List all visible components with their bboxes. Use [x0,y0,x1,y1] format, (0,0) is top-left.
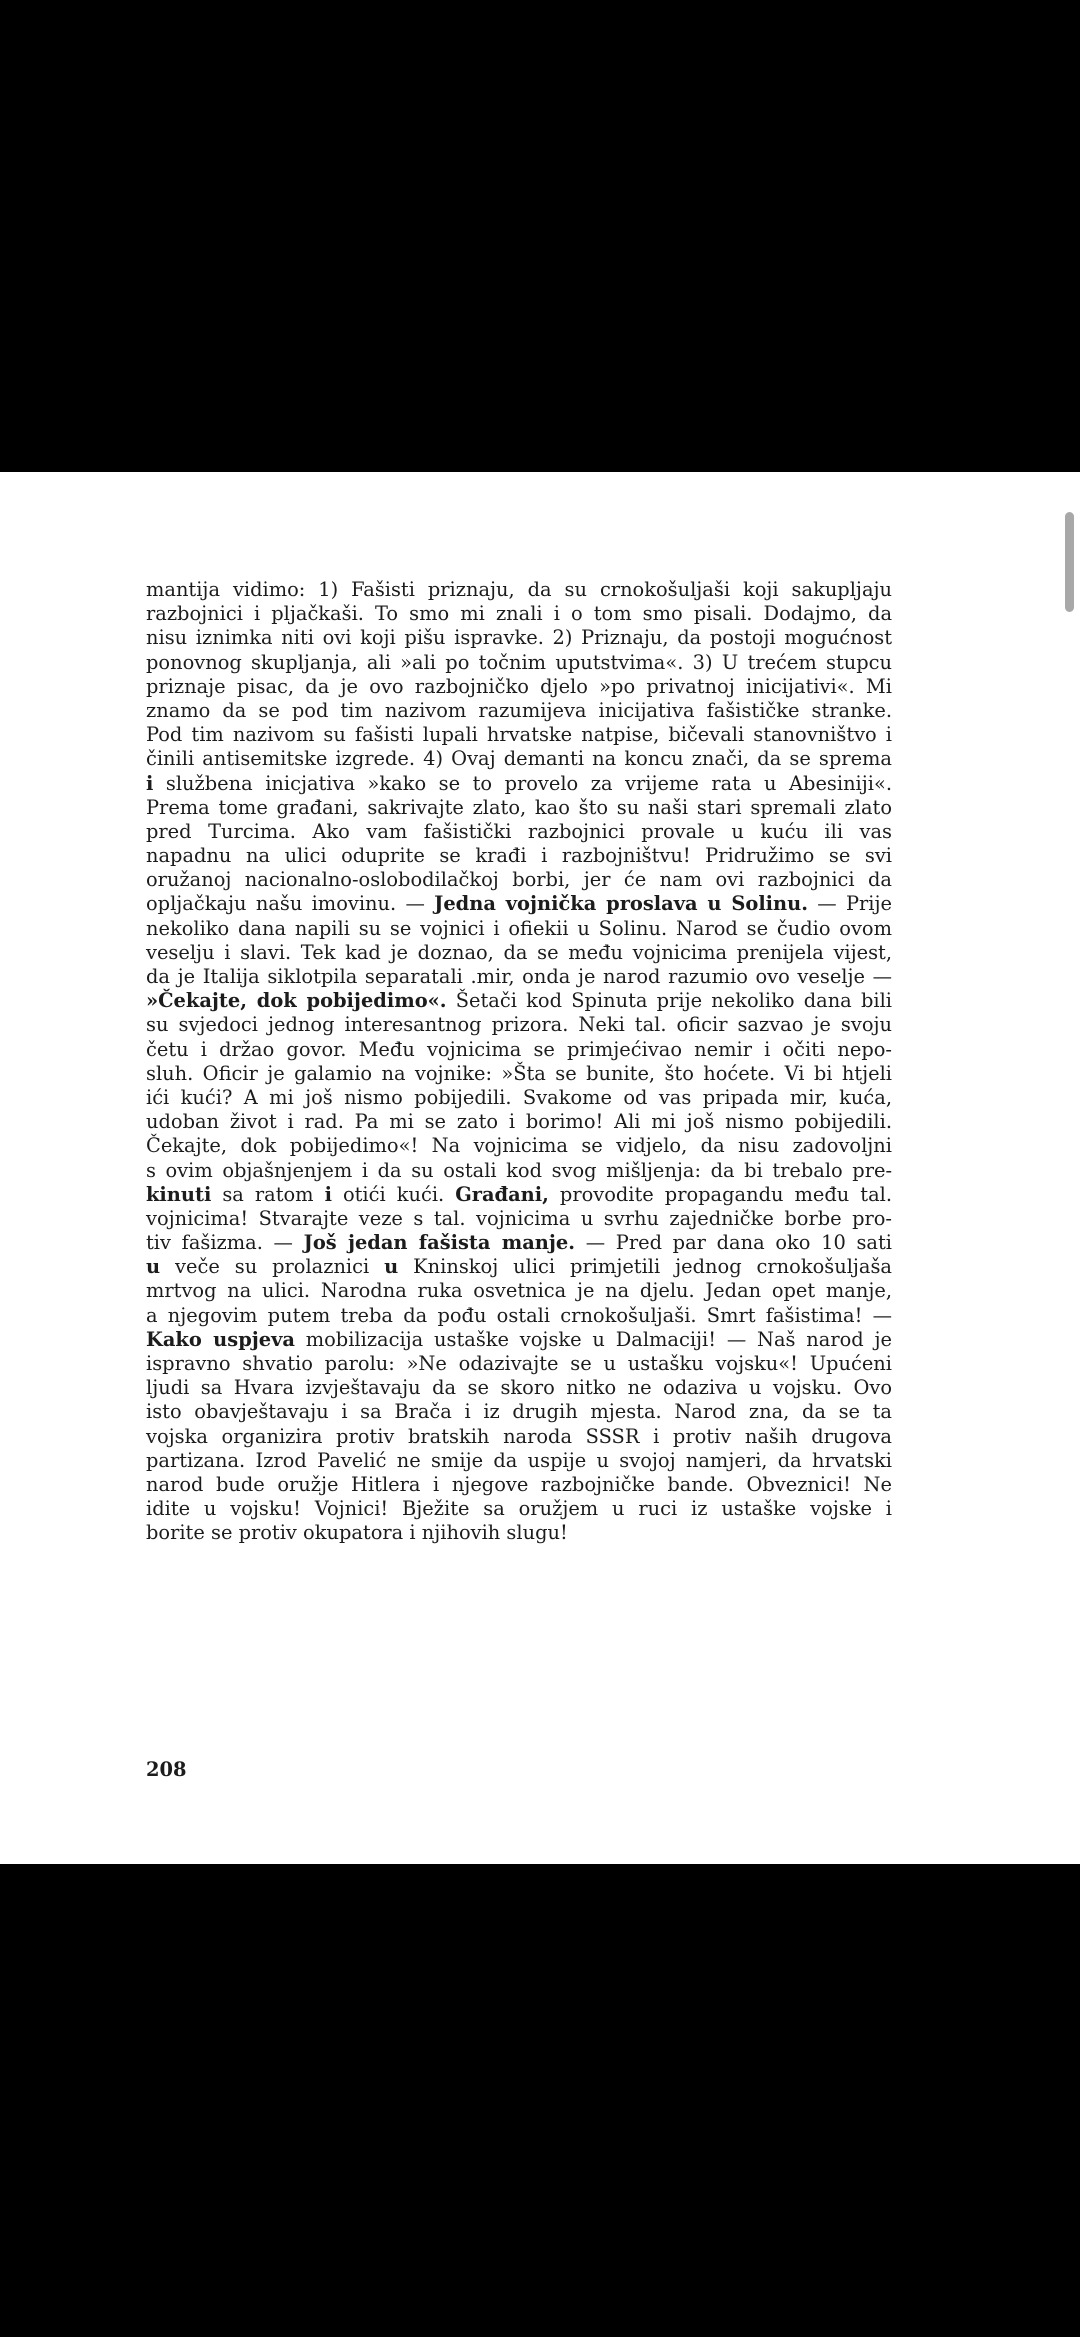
text-run: isto obavještavaju i sa Brača i iz drugih mjesta. Narod zna, da se ta [146,1400,892,1424]
text-run: da je Italija siklotpila separatali .mir, onda je narod razumio ovo veselje — [146,965,892,988]
text-run: su svjedoci jednog interesantnog prizora. Neki tal. oficir sazvao je svoju [146,1013,892,1037]
text-line [146,602,892,626]
text-run: četu i držao govor. Među vojnicima se primjećivao nemir i očiti nepo- [146,1037,892,1061]
bold-phrase: Građani, [455,1182,549,1206]
text-line [146,941,892,965]
text-run: udoban život i rad. Pa mi se zato i borimo! Ali mi još nismo pobijedili. [146,1110,892,1134]
text-run: ići kući? A mi još nismo pobijedili. Svakome od vas pripada mir, kuća, [146,1085,892,1109]
text-line [146,796,892,820]
text-line [146,1255,892,1279]
text-line [146,1231,892,1255]
text-line [146,844,892,868]
text-run: nekoliko dana napili su se vojnici i ofiekii u Solinu. Narod se čudio ovom [146,916,892,940]
text-run: Pod tim nazivom su fašisti lupali hrvatske natpise, bičevali stanovništvo i [146,723,892,747]
text-run: borite se protiv okupatora i njihovih slugu! [146,1521,568,1545]
text-run: znamo da se pod tim nazivom razumijeva inicijativa fašističke stranke. [146,698,892,722]
text-line [146,820,892,844]
text-line [146,1013,892,1037]
text-line [146,989,892,1013]
text-line [146,723,892,747]
text-line [146,1134,892,1158]
text-run: a njegovim putem treba da pođu ostali crnokošuljaši. Smrt fašistima! — [146,1303,892,1327]
text-run: veče su prolaznici [160,1255,385,1279]
text-line [146,1449,892,1473]
text-run: pred Turcima. Ako vam fašistički razbojnici provale u kuću ili vas [146,819,892,843]
text-line [146,1279,892,1303]
text-run: priznaje pisac, da je ovo razbojničko djelo »po privatnoj inicijativi«. Mi [146,674,892,698]
text-run: Prema tome građani, sakrivajte zlato, kao što su naši stari spremali zlato [146,795,892,819]
text-line [146,868,892,892]
text-line [146,1376,892,1400]
bold-phrase: u [146,1255,161,1279]
text-line [146,1062,892,1086]
text-line [146,1425,892,1449]
text-line [146,1183,892,1207]
text-run: provodite propagandu među tal. [548,1182,892,1206]
text-line [146,578,892,602]
text-line [146,1521,892,1545]
text-run: oružanoj nacionalno-oslobodilačkoj borbi, jer će nam ovi razbojnici da [146,868,892,892]
text-line [146,1110,892,1134]
text-run: narod bude oružje Hitlera i njegove razbojničke bande. Obveznici! Ne [146,1472,892,1496]
document-page [0,472,1080,1864]
text-run: otići kući. [331,1182,456,1206]
bold-phrase: Kako uspjeva [146,1327,295,1351]
bold-phrase: Jedna vojnička proslava u Solinu. [434,892,808,916]
text-run: mrtvog na ulici. Narodna ruka osvetnica je na djelu. Jedan opet manje, [146,1279,892,1303]
text-line [146,1473,892,1497]
text-run: Čekajte, dok pobijedimo«! Na vojnicima se vidjelo, da nisu zadovoljni [146,1134,892,1158]
text-line [146,1497,892,1521]
text-line [146,699,892,723]
text-line [146,965,892,989]
text-run: nisu iznimka niti ovi koji pišu ispravke. 2) Priznaju, da postoji mogućnost [146,626,892,650]
text-run: Šetači kod Spinuta prije nekoliko dana bili [446,989,892,1013]
text-run: ponovnog skupljanja, ali »ali po točnim uputstvima«. 3) U trećem stupcu [146,650,892,674]
text-run: razbojnici i pljačkaši. To smo mi znali i o tom smo pisali. Dodajmo, da [146,602,892,626]
text-line [146,1328,892,1352]
text-run: sluh. Oficir je galamio na vojnike: »Šta se bunite, što hoćete. Vi bi htjeli [146,1061,892,1085]
bold-phrase: Još jedan fašista manje. [303,1231,575,1255]
text-run: — Pred par dana oko 10 sati [575,1231,892,1255]
text-run: — Prije [808,892,892,916]
body-text [146,578,892,1546]
text-run: činili antisemitske izgrede. 4) Ovaj demanti na koncu znači, da se sprema [146,747,892,771]
bold-phrase: »Čekajte, dok pobijedimo«. [146,989,447,1013]
text-line [146,651,892,675]
text-run: tiv fašizma. — [146,1231,304,1255]
text-run: ljudi sa Hvara izvještavaju da se skoro nitko ne odaziva u vojsku. Ovo [146,1376,892,1400]
text-line [146,1038,892,1062]
text-line [146,675,892,699]
text-line [146,892,892,916]
text-line [146,1304,892,1328]
text-line [146,917,892,941]
text-run: napadnu na ulici oduprite se krađi i razbojništvu! Pridružimo se svi [146,844,892,868]
text-run: sa ratom [211,1182,325,1206]
bold-phrase: i [324,1182,332,1206]
text-line [146,1086,892,1110]
text-run: mantija vidimo: 1) Fašisti priznaju, da su crnokošuljaši koji sakupljaju [146,578,892,601]
text-line [146,626,892,650]
bold-phrase: u [384,1255,399,1279]
text-run: Kninskoj ulici primjetili jednog crnokošuljaša [398,1255,892,1279]
text-run: vojska organizira protiv bratskih naroda SSSR i protiv naših drugova [146,1424,892,1448]
bold-phrase: i [146,771,154,795]
text-run: idite u vojsku! Vojnici! Bježite sa oružjem u ruci iz ustaške vojske i [146,1497,892,1521]
text-run: vojnicima! Stvarajte veze s tal. vojnicima u svrhu zajedničke borbe pro- [146,1206,892,1230]
text-run: opljačkaju našu imovinu. — [146,892,435,916]
text-run: veselju i slavi. Tek kad je doznao, da se među vojnicima prenijela vijest, [146,940,892,964]
text-line [146,1207,892,1231]
scrollbar-thumb[interactable] [1065,512,1074,612]
bold-phrase: kinuti [146,1182,212,1206]
page-number: 208 [146,1758,187,1781]
text-line [146,772,892,796]
text-run: službena inicjativa »kako se to provelo za vrijeme rata u Abesiniji«. [153,771,892,795]
text-line [146,1352,892,1376]
text-line [146,1400,892,1424]
text-line [146,747,892,771]
text-run: ispravno shvatio parolu: »Ne odazivajte se u ustašku vojsku«! Upućeni [146,1352,892,1375]
text-line [146,1159,892,1183]
text-run: partizana. Izrod Pavelić ne smije da uspije u svojoj namjeri, da hrvatski [146,1448,892,1472]
text-run: mobilizacija ustaške vojske u Dalmaciji! — Naš narod je [294,1327,892,1351]
text-run: s ovim objašnjenjem i da su ostali kod svog mišljenja: da bi trebalo pre- [146,1158,892,1182]
